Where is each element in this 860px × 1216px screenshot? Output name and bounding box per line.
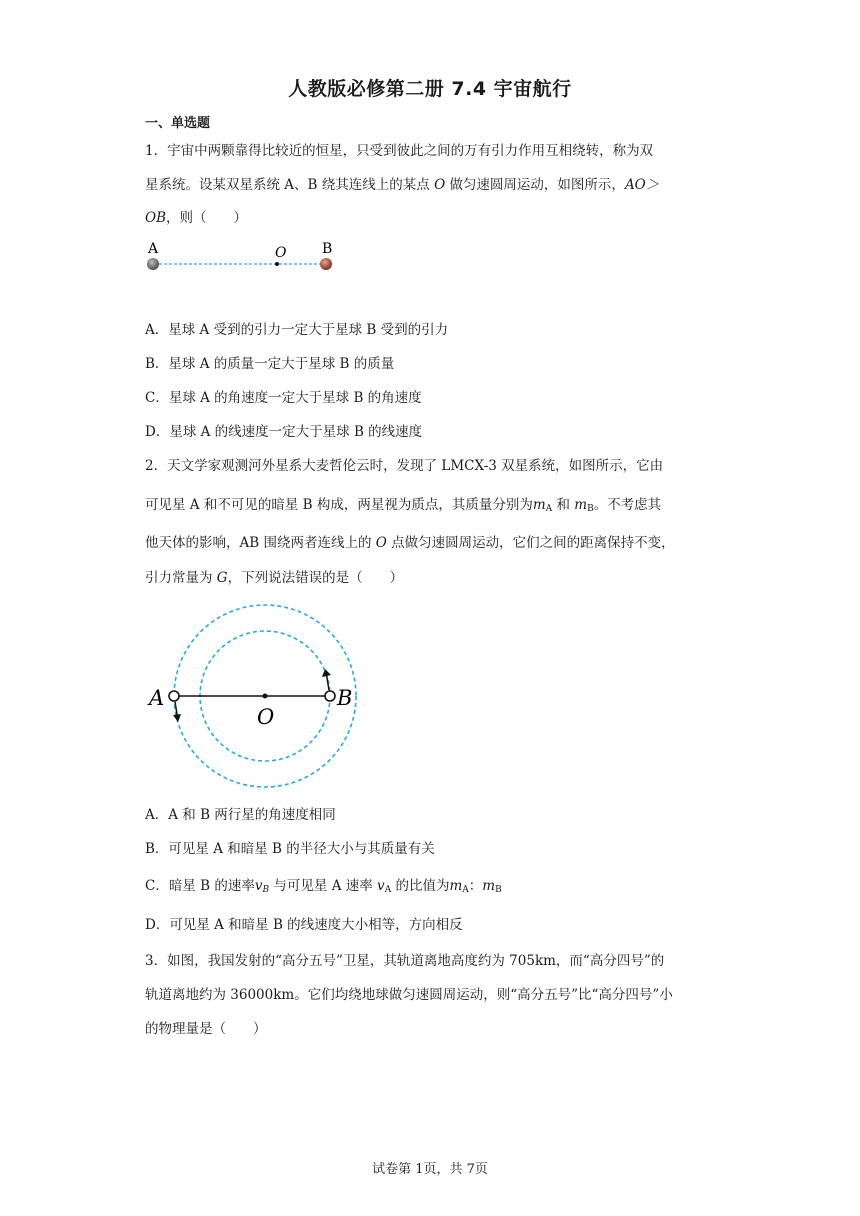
q2-star-b bbox=[325, 691, 335, 701]
q2-label-b: B bbox=[337, 686, 353, 710]
q1-option-d[interactable]: D．星球 A 的线速度一定大于星球 B 的线速度 bbox=[145, 424, 423, 440]
q1-option-a[interactable]: A．星球 A 受到的引力一定大于星球 B 受到的引力 bbox=[145, 322, 449, 338]
q2-option-c[interactable]: C．暗星 B 的速率$v_B$ 与可见星 A 速率 $v_A$ 的比值为$m_A$：$m_B$ bbox=[145, 878, 502, 895]
q2-option-a[interactable]: A．A 和 B 两行星的角速度相同 bbox=[145, 807, 336, 823]
q1-binary-star-figure bbox=[140, 238, 340, 278]
q2-center-point bbox=[263, 694, 268, 699]
q3-line2: 轨道离地约为 36000km。它们均绕地球做匀速圆周运动，则“高分五号”比“高分四号”小 bbox=[145, 987, 673, 1003]
q2-orbit-figure bbox=[140, 600, 370, 810]
q2-star-a bbox=[169, 691, 179, 701]
q1-star-b bbox=[320, 258, 332, 270]
q2-line4: 引力常量为 G，下列说法错误的是（ ） bbox=[145, 570, 404, 586]
q2-label-a: A bbox=[149, 686, 165, 710]
q3-line1: 3．如图，我国发射的“高分五号”卫星，其轨道离地高度约为 705km，而“高分四号”的 bbox=[145, 953, 665, 969]
page-footer: 试卷第 1页，共 7页 bbox=[372, 1162, 488, 1177]
q1-line1: 1．宇宙中两颗靠得比较近的恒星，只受到彼此之间的万有引力作用互相绕转，称为双 bbox=[145, 143, 654, 159]
section-heading: 一、单选题 bbox=[145, 116, 211, 131]
page-title: 人教版必修第二册 7.4 宇宙航行 bbox=[288, 78, 572, 100]
q1-label-o: O bbox=[275, 245, 287, 261]
q1-line2: 星系统。设某双星系统 A、B 绕其连线上的某点 O 做匀速圆周运动，如图所示，AO＞ bbox=[145, 177, 660, 193]
q1-line3: OB，则（ ） bbox=[145, 210, 247, 226]
q2-line2: 可见星 A 和不可见的暗星 B 构成，两星视为质点，其质量分别为$m_A$ 和 $m_B$。不考虑其 bbox=[145, 497, 662, 514]
q1-label-a: A bbox=[148, 241, 159, 257]
q2-line1: 2．天文学家观测河外星系大麦哲伦云时，发现了 LMCX-3 双星系统，如图所示，它由 bbox=[145, 458, 664, 474]
q2-option-b[interactable]: B．可见星 A 和暗星 B 的半径大小与其质量有关 bbox=[145, 841, 435, 857]
q2-line3: 他天体的影响，AB 围绕两者连线上的 O 点做匀速圆周运动，它们之间的距离保持不变， bbox=[145, 535, 675, 551]
q1-option-b[interactable]: B．星球 A 的质量一定大于星球 B 的质量 bbox=[145, 356, 395, 372]
q1-star-a bbox=[147, 258, 159, 270]
q1-center-point bbox=[275, 262, 279, 266]
q2-option-d[interactable]: D．可见星 A 和暗星 B 的线速度大小相等，方向相反 bbox=[145, 917, 463, 933]
q2-label-o: O bbox=[257, 705, 275, 729]
q1-option-c[interactable]: C．星球 A 的角速度一定大于星球 B 的角速度 bbox=[145, 390, 422, 406]
q1-label-b: B bbox=[322, 241, 333, 257]
q3-line3: 的物理量是（ ） bbox=[145, 1021, 267, 1037]
